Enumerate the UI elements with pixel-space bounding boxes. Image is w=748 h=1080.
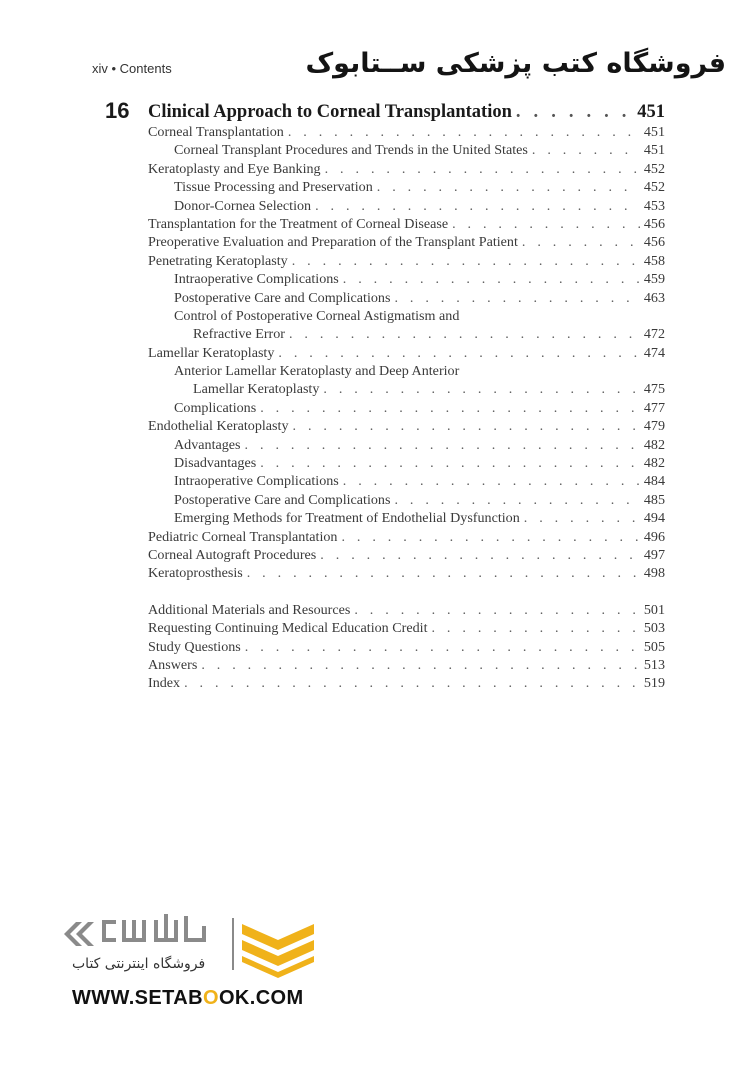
entry-title: Postoperative Care and Complications: [174, 491, 391, 508]
toc-entry[interactable]: [148, 602, 665, 620]
toc-entry[interactable]: [148, 510, 665, 528]
toc-entry[interactable]: [148, 161, 665, 179]
toc-entry[interactable]: [148, 363, 665, 381]
entry-title: Pediatric Corneal Transplantation: [148, 528, 338, 545]
entry-page: 451: [643, 142, 665, 159]
leader-dots: [245, 437, 640, 454]
running-head: xiv • Contents: [92, 61, 172, 76]
toc-entry[interactable]: [148, 418, 665, 436]
toc-entry[interactable]: [148, 381, 665, 399]
leader-dots: [516, 102, 633, 123]
leader-dots: [532, 142, 640, 159]
entry-title: Lamellar Keratoplasty: [193, 381, 320, 398]
entry-title: Additional Materials and Resources: [148, 601, 351, 618]
entry-page: 453: [643, 197, 665, 214]
entry-page: 503: [643, 620, 665, 637]
entry-page: 463: [643, 289, 665, 306]
entry-title: Donor-Cornea Selection: [174, 197, 312, 214]
entry-page: 456: [643, 215, 665, 232]
entry-title: Intraoperative Complications: [174, 271, 339, 288]
entry-title: Corneal Autograft Procedures: [148, 546, 317, 563]
entry-title: Intraoperative Complications: [174, 473, 339, 490]
leader-dots: [524, 510, 640, 527]
leader-dots: [343, 473, 640, 490]
entry-title: Endothelial Keratoplasty: [148, 418, 289, 435]
toc-entry[interactable]: [148, 639, 665, 657]
toc-entry[interactable]: [148, 620, 665, 638]
entry-title: Corneal Transplantation: [148, 124, 284, 140]
entry-page: 501: [643, 601, 665, 618]
toc-entry[interactable]: [148, 492, 665, 510]
entry-page: 485: [643, 491, 665, 508]
entry-page: 451: [643, 124, 665, 140]
entry-page: 482: [643, 436, 665, 453]
toc-entry[interactable]: [148, 308, 665, 326]
toc-entry[interactable]: [148, 455, 665, 473]
leader-dots: [394, 492, 639, 509]
entry-page: 452: [643, 160, 665, 177]
chapter-page: 451: [637, 102, 665, 122]
entry-title: Answers: [148, 656, 198, 673]
entry-page: 458: [643, 252, 665, 269]
leader-dots: [289, 326, 640, 343]
entry-title: Preoperative Evaluation and Preparation of the Transplant Patient: [148, 234, 518, 251]
toc-entry[interactable]: [148, 253, 665, 271]
leader-dots: [354, 602, 640, 619]
leader-dots: [394, 290, 639, 307]
leader-dots: [452, 216, 640, 233]
entry-title: Transplantation for the Treatment of Corneal Disease: [148, 215, 449, 232]
toc-entry[interactable]: [148, 547, 665, 565]
toc-entry[interactable]: [148, 437, 665, 455]
entry-title: Lamellar Keratoplasty: [148, 344, 275, 361]
entry-page: 475: [643, 381, 665, 398]
entry-title: Requesting Continuing Medical Education Credit: [148, 620, 428, 637]
entry-page: 519: [643, 675, 665, 692]
entry-title: Corneal Transplant Procedures and Trends in the United States: [174, 142, 528, 159]
leader-dots: [325, 161, 640, 178]
leader-dots: [431, 620, 639, 637]
leader-dots: [293, 418, 640, 435]
entry-title: Postoperative Care and Complications: [174, 289, 391, 306]
toc-entry[interactable]: [148, 234, 665, 252]
store-banner: فروشگاه کتب پزشکی ســتابوک: [305, 48, 726, 79]
toc-entry[interactable]: [148, 345, 665, 363]
leader-dots: [260, 455, 640, 472]
toc-entry[interactable]: [148, 565, 665, 583]
leader-dots: [320, 547, 640, 564]
entry-title: Refractive Error: [193, 326, 285, 343]
toc-entry[interactable]: [148, 400, 665, 418]
entry-page: 496: [643, 528, 665, 545]
toc-entry[interactable]: [148, 216, 665, 234]
entry-title: Anterior Lamellar Keratoplasty and Deep Anterior: [174, 363, 460, 380]
back-matter-entries: [148, 602, 665, 694]
entry-page: 479: [643, 418, 665, 435]
entry-page: 494: [643, 510, 665, 527]
leader-dots: [522, 234, 640, 251]
entry-title: Index: [148, 675, 181, 692]
leader-dots: [377, 179, 640, 196]
table-of-contents: [148, 102, 665, 694]
entry-title: Tissue Processing and Preservation: [174, 179, 373, 196]
toc-entry[interactable]: [148, 142, 665, 160]
toc-entry[interactable]: [148, 473, 665, 491]
entry-page: 472: [643, 326, 665, 343]
leader-dots: [343, 271, 640, 288]
leader-dots: [292, 253, 640, 270]
entry-page: 452: [643, 179, 665, 196]
toc-entry[interactable]: [148, 675, 665, 693]
entry-title: Study Questions: [148, 638, 241, 655]
entry-page: 477: [643, 399, 665, 416]
watermark-url: WWW.SETABOOK.COM: [72, 987, 304, 1009]
toc-entry[interactable]: [148, 124, 665, 142]
leader-dots: [245, 639, 640, 656]
entry-title: Keratoprosthesis: [148, 565, 243, 582]
entry-page: 474: [643, 344, 665, 361]
watermark-subtitle: فروشگاه اینترنتی کتاب: [72, 956, 206, 972]
toc-entry[interactable]: [148, 326, 665, 344]
leader-dots: [323, 381, 639, 398]
entry-title: Keratoplasty and Eye Banking: [148, 160, 321, 177]
toc-entry[interactable]: [148, 529, 665, 547]
entry-title: Control of Postoperative Corneal Astigmatism and: [174, 307, 460, 324]
leader-dots: [288, 124, 640, 141]
toc-entry[interactable]: [148, 271, 665, 289]
entry-title: Emerging Methods for Treatment of Endothelial Dysfunction: [174, 510, 520, 527]
toc-entry[interactable]: [148, 290, 665, 308]
chapter-title: Clinical Approach to Corneal Transplantation: [148, 102, 512, 122]
entry-page: 484: [643, 473, 665, 490]
entry-page: 505: [643, 638, 665, 655]
entry-title: Complications: [174, 399, 257, 416]
toc-entries: [148, 124, 665, 584]
entry-page: 482: [643, 455, 665, 472]
entry-title: Advantages: [174, 436, 241, 453]
toc-entry[interactable]: [148, 179, 665, 197]
leader-dots: [315, 198, 640, 215]
toc-entry[interactable]: [148, 657, 665, 675]
leader-dots: [260, 400, 640, 417]
entry-page: 513: [643, 656, 665, 673]
leader-dots: [247, 565, 640, 582]
entry-page: 497: [643, 546, 665, 563]
entry-title: Penetrating Keratoplasty: [148, 252, 288, 269]
leader-dots: [184, 675, 640, 692]
entry-page: 459: [643, 271, 665, 288]
chapter-number: 16: [105, 98, 130, 123]
entry-title: Disadvantages: [174, 455, 257, 472]
leader-dots: [341, 529, 639, 546]
entry-page: 456: [643, 234, 665, 251]
toc-entry[interactable]: [148, 198, 665, 216]
leader-dots: [201, 657, 640, 674]
leader-dots: [278, 345, 639, 362]
entry-page: 498: [643, 565, 665, 582]
chapter-heading[interactable]: [148, 102, 665, 124]
